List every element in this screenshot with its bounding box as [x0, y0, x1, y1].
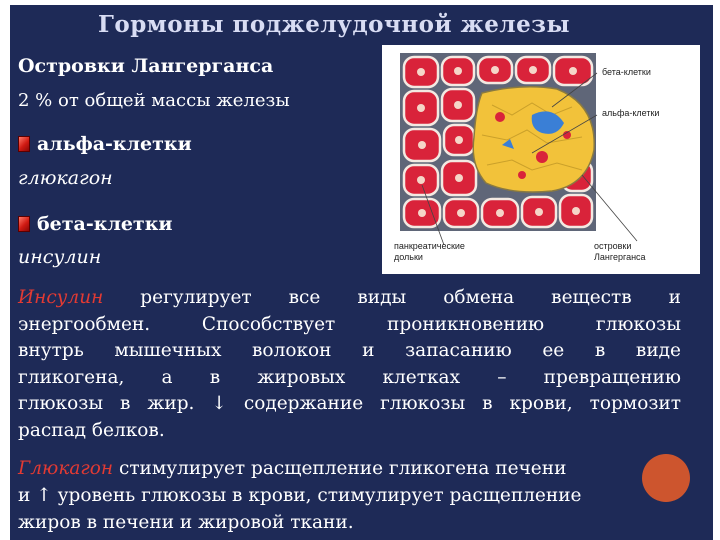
alpha-cells-item: [18, 133, 192, 155]
mass-note: 2 % от общей массы железы: [18, 90, 290, 111]
figure-label-beta: бета-клетки: [602, 67, 651, 77]
glucagon-lead: Глюкагон: [18, 458, 114, 479]
bullet-square-icon: [18, 216, 30, 232]
figure-label-pancreatic: панкреатические дольки: [394, 241, 465, 262]
figure-label-islet: островки Лангерганса: [594, 241, 646, 262]
glucagon-paragraph: Глюкагон стимулирует расщепление гликогена печени и ↑ уровень глюкозы в крови, стимулирует расщепление жиров в печени и жировой ткани.: [18, 458, 582, 533]
islet-diagram: [382, 45, 700, 274]
islets-heading: Островки Лангерганса: [18, 55, 274, 77]
figure-label-alpha: альфа-клетки: [602, 108, 660, 118]
islet-illustration: [382, 45, 700, 274]
alpha-cells-label: альфа-клетки: [37, 133, 192, 155]
bullet-square-icon: [18, 136, 30, 152]
glucagon-label: глюкагон: [18, 167, 113, 189]
slide-title: Гормоны поджелудочной железы: [98, 11, 571, 38]
slide-panel: [10, 5, 713, 540]
insulin-lead: Инсулин: [18, 287, 104, 308]
beta-cells-item: [18, 213, 173, 235]
beta-cells-label: бета-клетки: [37, 213, 173, 235]
insulin-paragraph: Инсулин регулирует все виды обмена веществ и энергообмен. Способствует проникновению глюкозы внутрь мышечных волокон и запасанию ее в виде гликогена, а в жировых клетках – превращению глюкозы в жир. ↓ содержание глюкозы в крови, тормозит распад белков.: [18, 287, 681, 441]
insulin-label: инсулин: [18, 246, 102, 268]
